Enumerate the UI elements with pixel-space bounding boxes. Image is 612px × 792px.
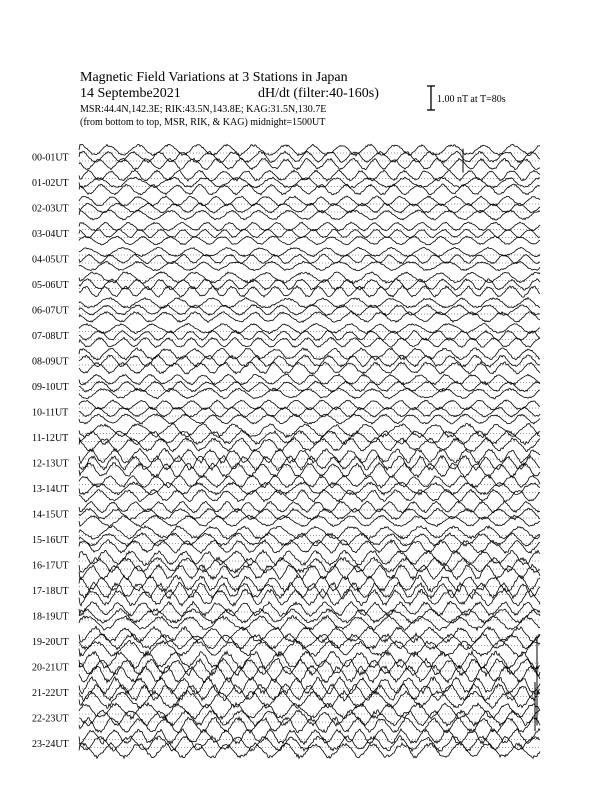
hour-row-07-08UT	[32, 323, 540, 347]
hour-label: 08-09UT	[32, 356, 69, 368]
hour-row-18-19UT	[32, 601, 540, 630]
hour-row-20-21UT	[32, 651, 540, 683]
trace-RIK	[79, 658, 540, 676]
trace-RIK	[79, 229, 540, 238]
trace-RIK	[79, 482, 540, 495]
trace-RIK	[79, 430, 540, 444]
trace-MSR	[79, 414, 540, 424]
hour-label: 10-11UT	[32, 407, 69, 419]
trace-KAG	[79, 501, 540, 513]
hour-label: 15-16UT	[32, 535, 69, 546]
hour-row-19-20UT	[32, 626, 540, 656]
hour-row-03-04UT	[32, 222, 540, 245]
trace-KAG	[79, 550, 540, 566]
trace-MSR	[79, 540, 540, 554]
hour-row-15-16UT	[32, 526, 540, 554]
trace-MSR	[79, 743, 540, 759]
hour-label: 18-19UT	[32, 611, 69, 623]
scale-label: 1.00 nT at T=80s	[437, 94, 506, 105]
hour-row-16-17UT	[32, 550, 540, 580]
trace-RIK	[79, 633, 540, 650]
trace-RIK	[79, 557, 540, 573]
hour-row-02-03UT	[32, 196, 540, 220]
hour-row-08-09UT	[32, 348, 540, 374]
hour-row-23-24UT	[32, 729, 540, 759]
trace-MSR	[79, 665, 540, 683]
hour-row-09-10UT	[32, 374, 540, 399]
hour-label: 12-13UT	[32, 458, 69, 470]
hour-label: 17-18UT	[32, 586, 69, 597]
trace-RIK	[79, 710, 540, 726]
trace-MSR	[79, 515, 540, 527]
trace-MSR	[79, 312, 540, 323]
hour-row-12-13UT	[32, 448, 540, 477]
hour-label: 01-02UT	[32, 178, 69, 189]
trace-RIK	[79, 736, 540, 752]
hour-label: 14-15UT	[32, 509, 69, 521]
hour-label: 00-01UT	[32, 152, 69, 164]
trace-RIK	[79, 355, 540, 367]
hour-row-04-05UT	[32, 247, 540, 271]
hour-label: 07-08UT	[32, 331, 69, 342]
hour-row-10-11UT	[32, 400, 540, 424]
hour-label: 09-10UT	[32, 382, 69, 393]
hour-label: 02-03UT	[32, 203, 69, 215]
trace-KAG	[79, 677, 540, 694]
station-order-note: (from bottom to top, MSR, RIK, & KAG) midnight=1500UT	[80, 117, 326, 128]
hour-row-21-22UT	[32, 677, 540, 709]
hour-label: 06-07UT	[32, 305, 69, 317]
hour-label: 19-20UT	[32, 637, 69, 648]
hour-label: 13-14UT	[32, 484, 69, 495]
hour-label: 16-17UT	[32, 560, 69, 572]
hour-row-01-02UT	[32, 170, 540, 195]
hour-row-05-06UT	[32, 272, 540, 298]
trace-KAG	[79, 475, 540, 488]
chart-date: 14 Septembe2021	[80, 86, 181, 101]
trace-KAG	[79, 651, 540, 669]
trace-MSR	[79, 184, 540, 195]
hour-label: 04-05UT	[32, 254, 69, 266]
trace-KAG	[79, 575, 540, 592]
hour-row-11-12UT	[32, 423, 540, 451]
hour-label: 11-12UT	[32, 433, 69, 444]
trace-MSR	[79, 489, 540, 502]
trace-KAG	[79, 729, 540, 745]
trace-MSR	[79, 691, 540, 709]
trace-KAG	[79, 298, 540, 309]
stations-coordinates: MSR:44.4N,142.3E; RIK:43.5N,143.8E; KAG:31.5N,130.7E	[80, 104, 327, 115]
hour-label: 05-06UT	[32, 280, 69, 291]
trace-RIK	[79, 381, 540, 392]
trace-MSR	[79, 286, 540, 297]
hour-row-14-15UT	[32, 501, 540, 527]
hour-label: 23-24UT	[32, 739, 69, 750]
trace-MSR	[79, 388, 540, 399]
hour-label: 20-21UT	[32, 662, 69, 674]
trace-MSR	[79, 337, 540, 347]
trace-MSR	[79, 362, 540, 374]
trace-KAG	[79, 626, 540, 642]
hour-label: 22-23UT	[32, 713, 69, 725]
trace-KAG	[79, 601, 540, 616]
filter-label: dH/dt (filter:40-160s)	[258, 86, 379, 101]
trace-KAG	[79, 703, 540, 719]
trace-MSR	[79, 210, 540, 220]
hour-row-13-14UT	[32, 475, 540, 502]
trace-MSR	[79, 717, 540, 733]
chart-title: Magnetic Field Variations at 3 Stations in Japan	[80, 70, 348, 85]
trace-MSR	[79, 615, 540, 630]
hour-label: 03-04UT	[32, 229, 69, 240]
trace-KAG	[79, 374, 540, 385]
hour-label: 21-22UT	[32, 688, 69, 699]
hour-row-17-18UT	[32, 575, 540, 606]
trace-KAG	[79, 247, 540, 257]
trace-RIK	[79, 407, 540, 417]
hour-row-00-01UT	[32, 144, 540, 170]
hour-row-06-07UT	[32, 298, 540, 323]
